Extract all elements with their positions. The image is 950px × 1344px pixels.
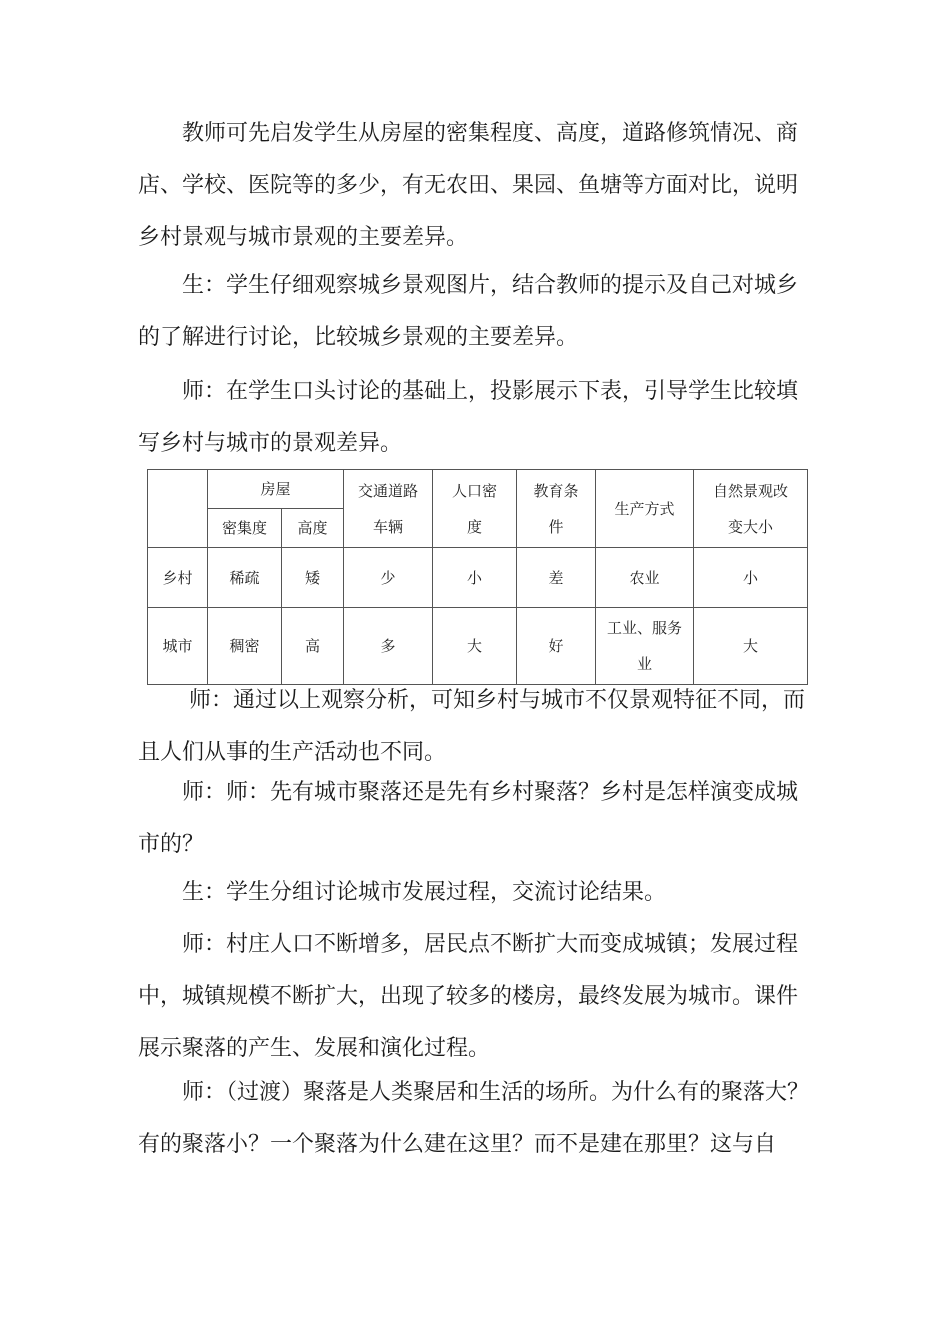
text-line: 教师可先启发学生从房屋的密集程度、高度，道路修筑情况、商 (138, 121, 799, 146)
header-density: 密集度 (208, 509, 282, 548)
text-line: 师：通过以上观察分析，可知乡村与城市不仅景观特征不同，而 (138, 688, 805, 713)
cell-education: 好 (517, 608, 596, 685)
header-house: 房屋 (208, 470, 344, 509)
header-text-line: 交通道路 (358, 481, 419, 500)
paragraph-teacher-guidance (138, 108, 818, 264)
paragraph-teacher-analysis (138, 675, 818, 779)
header-text-line: 件 (548, 517, 564, 536)
cell-production (596, 608, 694, 685)
header-education (517, 470, 596, 548)
text-line: 师：村庄人口不断增多，居民点不断扩大而变成城镇；发展过程 (138, 932, 799, 957)
cell-nature: 小 (694, 548, 808, 608)
row-label: 乡村 (148, 548, 208, 608)
comparison-table (147, 469, 808, 685)
paragraph-teacher-evolution (138, 919, 818, 1075)
header-text-line: 度 (467, 517, 483, 536)
cell-population: 大 (433, 608, 517, 685)
header-traffic (344, 470, 433, 548)
header-text-line: 变大小 (728, 517, 774, 536)
paragraph-teacher-table-intro (138, 366, 818, 470)
header-text-line: 教育条 (533, 481, 579, 500)
header-nature (694, 470, 808, 548)
text-line: 且人们从事的生产活动也不同。 (138, 740, 447, 765)
text-line: 店、学校、医院等的多少，有无农田、果园、鱼塘等方面对比，说明 (138, 173, 799, 198)
cell-traffic: 多 (344, 608, 433, 685)
text-line: 师：（过渡）聚落是人类聚居和生活的场所。为什么有的聚落大？ (138, 1080, 810, 1105)
header-population (433, 470, 517, 548)
text-line: 有的聚落小？一个聚落为什么建在这里？而不是建在那里？这与自 (138, 1132, 777, 1157)
text-line: 生：学生分组讨论城市发展过程，交流讨论结果。 (138, 880, 667, 905)
cell-production: 农业 (596, 548, 694, 608)
cell-height: 高 (282, 608, 344, 685)
cell-density: 稀疏 (208, 548, 282, 608)
header-production: 生产方式 (596, 470, 694, 548)
cell-text-line: 业 (637, 655, 653, 673)
paragraph-teacher-transition (138, 1067, 818, 1171)
text-line: 写乡村与城市的景观差异。 (138, 431, 403, 456)
paragraph-teacher-question (138, 767, 818, 871)
cell-traffic: 少 (344, 548, 433, 608)
cell-nature: 大 (694, 608, 808, 685)
header-text-line: 自然景观改 (713, 481, 789, 500)
text-line: 市的？ (138, 832, 205, 857)
paragraph-student-observe (138, 260, 818, 364)
text-line: 师：在学生口头讨论的基础上，投影展示下表，引导学生比较填 (138, 379, 799, 404)
text-line: 乡村景观与城市景观的主要差异。 (138, 225, 469, 250)
text-line: 中，城镇规模不断扩大，出现了较多的楼房，最终发展为城市。课件 (138, 984, 799, 1009)
table-row (148, 548, 808, 608)
row-label: 城市 (148, 608, 208, 685)
text-line: 生：学生仔细观察城乡景观图片，结合教师的提示及自己对城乡 (138, 273, 799, 298)
cell-height: 矮 (282, 548, 344, 608)
cell-density: 稠密 (208, 608, 282, 685)
paragraph-student-discussion (138, 867, 818, 919)
header-text-line: 车辆 (373, 517, 404, 536)
text-line: 的了解进行讨论，比较城乡景观的主要差异。 (138, 325, 579, 350)
cell-education: 差 (517, 548, 596, 608)
cell-text-line: 工业、服务 (607, 619, 683, 637)
header-text-line: 人口密 (452, 481, 498, 500)
table-corner-cell (148, 470, 208, 548)
table-header-row (148, 470, 808, 509)
text-line: 展示聚落的产生、发展和演化过程。 (138, 1036, 491, 1061)
table-row (148, 608, 808, 685)
cell-population: 小 (433, 548, 517, 608)
text-line: 师：师：先有城市聚落还是先有乡村聚落？乡村是怎样演变成城 (138, 780, 799, 805)
header-height: 高度 (282, 509, 344, 548)
